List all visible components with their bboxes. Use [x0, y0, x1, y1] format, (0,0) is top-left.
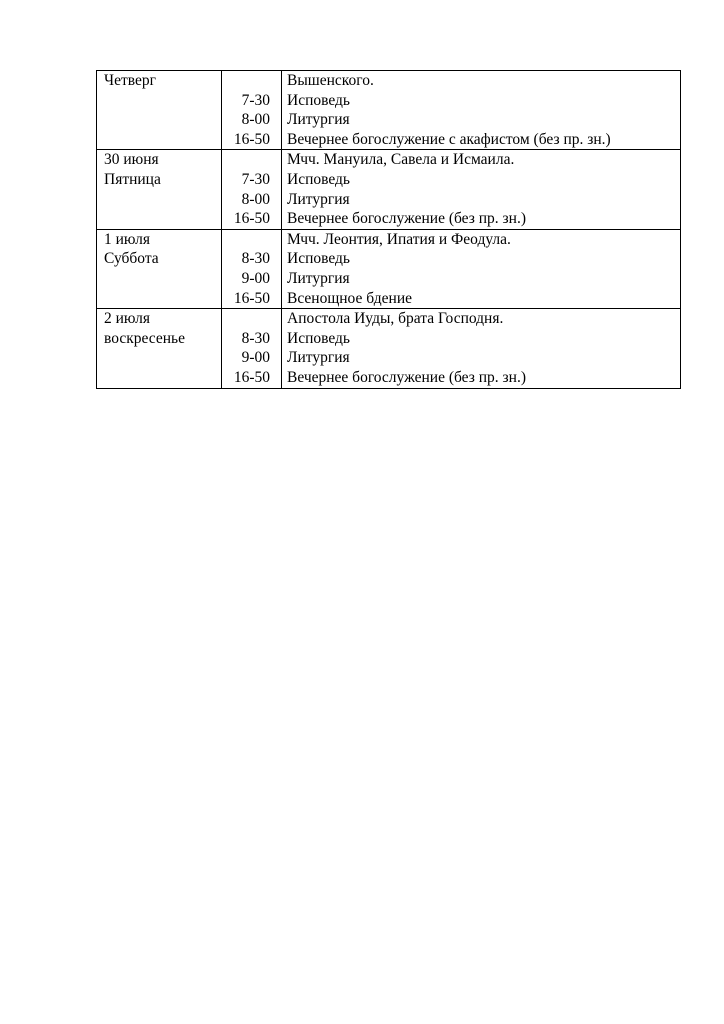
event-text: Исповедь [287, 91, 350, 109]
event-text: Вышенского. [287, 72, 374, 89]
event-text: Литургия [287, 269, 350, 287]
event-text: Исповедь [287, 170, 350, 188]
time-value: 9-00 [241, 349, 270, 367]
event-cell [282, 309, 681, 388]
time-value: 9-00 [241, 269, 270, 287]
time-value: 8-30 [241, 329, 270, 347]
time-cell [222, 150, 282, 229]
time-value [222, 71, 281, 91]
event-text: Литургия [287, 111, 350, 129]
day-cell [97, 309, 222, 388]
day-cell [97, 71, 222, 150]
schedule-row [97, 150, 681, 229]
day-date: 1 июля [104, 230, 150, 248]
schedule-table [96, 70, 681, 389]
time-cell [222, 229, 282, 308]
day-cell [97, 229, 222, 308]
time-value [222, 150, 281, 170]
time-value: 8-00 [241, 111, 270, 129]
schedule-row [97, 229, 681, 308]
day-date: 2 июля [104, 310, 150, 328]
schedule-row [97, 71, 681, 150]
event-cell [282, 150, 681, 229]
time-value [222, 230, 281, 250]
event-text: Мчч. Мануила, Савела и Исмаила. [287, 151, 515, 169]
day-cell [97, 150, 222, 229]
event-text: Вечернее богослужение (без пр. зн.) [287, 210, 526, 228]
time-value: 16-50 [233, 289, 270, 307]
day-label: воскресенье [104, 329, 185, 347]
day-label: Пятница [104, 170, 161, 188]
event-text: Мчч. Леонтия, Ипатия и Феодула. [287, 230, 511, 248]
event-cell [282, 71, 681, 150]
event-text: Литургия [287, 349, 350, 367]
day-label: Суббота [104, 250, 159, 268]
event-text: Литургия [287, 190, 350, 208]
event-text: Исповедь [287, 329, 350, 347]
event-text: Исповедь [287, 250, 350, 268]
event-text: Апостола Иуды, брата Господня. [287, 310, 504, 328]
event-cell [282, 229, 681, 308]
day-label: Четверг [104, 72, 156, 89]
day-date: 30 июня [104, 151, 159, 169]
time-cell [222, 309, 282, 388]
event-text: Вечернее богослужение с акафистом (без пр. зн.) [287, 130, 611, 148]
time-cell [222, 71, 282, 150]
schedule-row [97, 309, 681, 388]
time-value: 8-00 [241, 190, 270, 208]
event-text: Всенощное бдение [287, 289, 412, 307]
time-value: 7-30 [241, 170, 270, 188]
time-value: 16-50 [233, 210, 270, 228]
time-value [222, 309, 281, 329]
time-value: 16-50 [233, 130, 270, 148]
time-value: 16-50 [233, 368, 270, 386]
time-value: 8-30 [241, 250, 270, 268]
time-value: 7-30 [241, 91, 270, 109]
event-text: Вечернее богослужение (без пр. зн.) [287, 368, 526, 386]
